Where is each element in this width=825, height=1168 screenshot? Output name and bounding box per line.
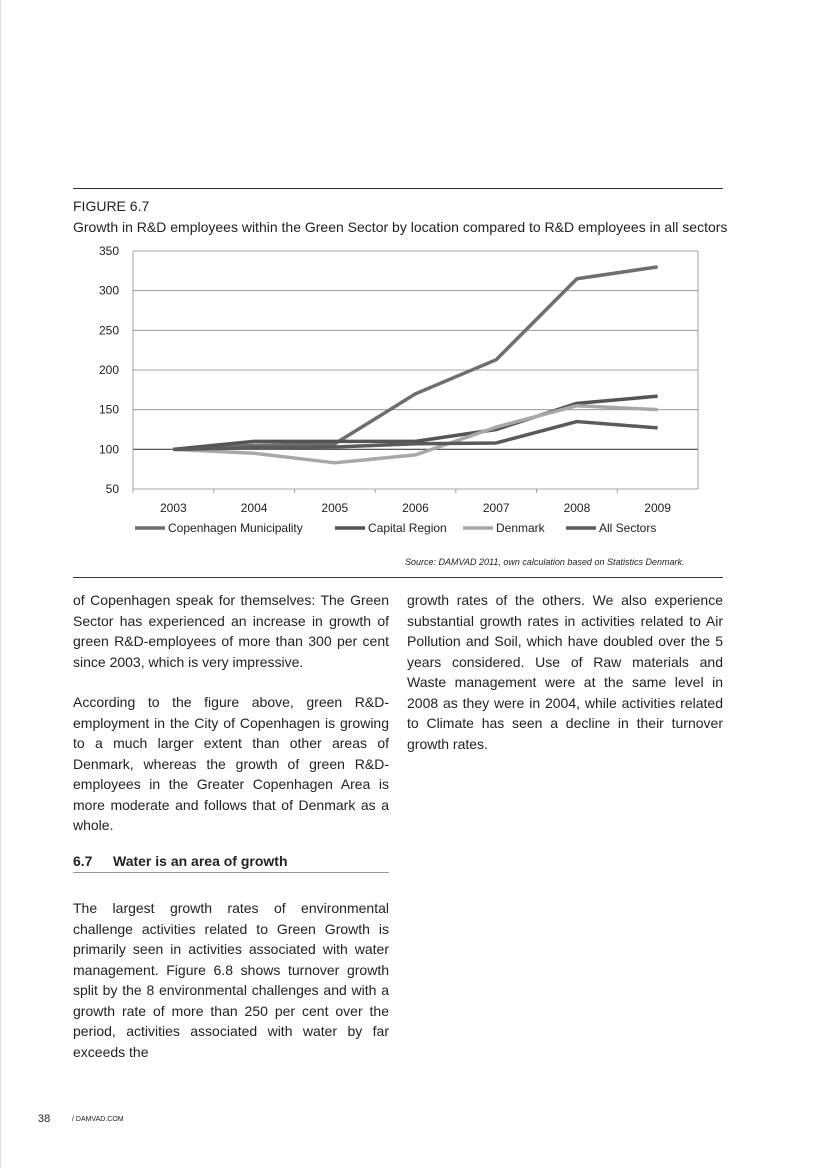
y-tick-label: 100 [98,442,119,457]
series-line [173,406,657,463]
left-column-bottom [73,898,389,1062]
page-number: 38 [38,1113,51,1125]
y-tick-label: 300 [98,283,119,298]
footer-site: / DAMVAD.COM [72,1116,124,1123]
figure-bottom-rule [73,577,723,578]
x-tick-label: 2006 [402,501,429,515]
x-tick-label: 2004 [240,501,268,515]
paragraph: of Copenhagen speak for themselves: The Green Sector has experienced an increase in growth of green R&D-employees of more than 300 per cent since 2003, which is very impressive. [73,592,389,670]
x-axis-tick-labels [133,489,671,515]
x-tick-label: 2007 [482,501,510,515]
paragraph: According to the figure above, green R&D-employment in the City of Copenhagen is growing to a much larger extent than other areas of Denmark, whereas the growth of green R&D-employees in the Greater Copenhagen Area is more moderate and follows that of Denmark as a whole. [73,694,389,833]
figure-title: Growth in R&D employees within the Green Sector by location compared to R&D employees in all sectors [73,219,728,235]
y-tick-label: 250 [98,323,119,338]
legend-label: Copenhagen Municipality [168,521,303,535]
y-tick-label: 200 [98,363,119,377]
paragraph: The largest growth rates of environmental challenge activities related to Green Growth is primarily seen in activities associated with water management. Figure 6.8 shows turnover growth split by the 8 environmental challenges and with a growth rate of more than 250 per cent over the period, activities associated with water by far exceeds the [73,900,389,1060]
left-column-top [73,590,389,836]
x-tick-label: 2005 [321,501,349,515]
scan-margin-line [0,0,1,1168]
legend-label: All Sectors [599,521,657,535]
y-axis-tick-labels [99,244,119,496]
right-column [407,590,723,754]
chart-legend [135,521,656,535]
x-tick-label: 2003 [160,501,187,515]
section-underline [73,872,389,873]
figure-label: FIGURE 6.7 [73,198,150,214]
x-tick-label: 2008 [563,501,591,515]
paragraph: growth rates of the others. We also experience substantial growth rates in activities related to Air Pollution and Soil, which have doubled over the 5 years considered. Use of Raw materials and Waste management were at the same level in 2008 as they were in 2004, while activities related to Climate has seen a decline in their turnover growth rates. [407,592,723,752]
figure-top-rule [73,188,723,189]
legend-label: Capital Region [368,521,447,535]
x-tick-label: 2009 [644,501,671,515]
section-number: 6.7 [73,853,93,869]
section-title: Water is an area of growth [113,853,288,869]
section-heading [73,853,288,869]
y-tick-label: 350 [98,244,119,258]
y-tick-label: 150 [98,402,119,417]
chart-series [173,267,657,463]
figure-source: Source: DAMVAD 2011, own calculation based on Statistics Denmark. [405,557,685,567]
line-chart [73,240,723,545]
y-tick-label: 50 [105,482,119,496]
legend-label: Denmark [496,521,545,535]
